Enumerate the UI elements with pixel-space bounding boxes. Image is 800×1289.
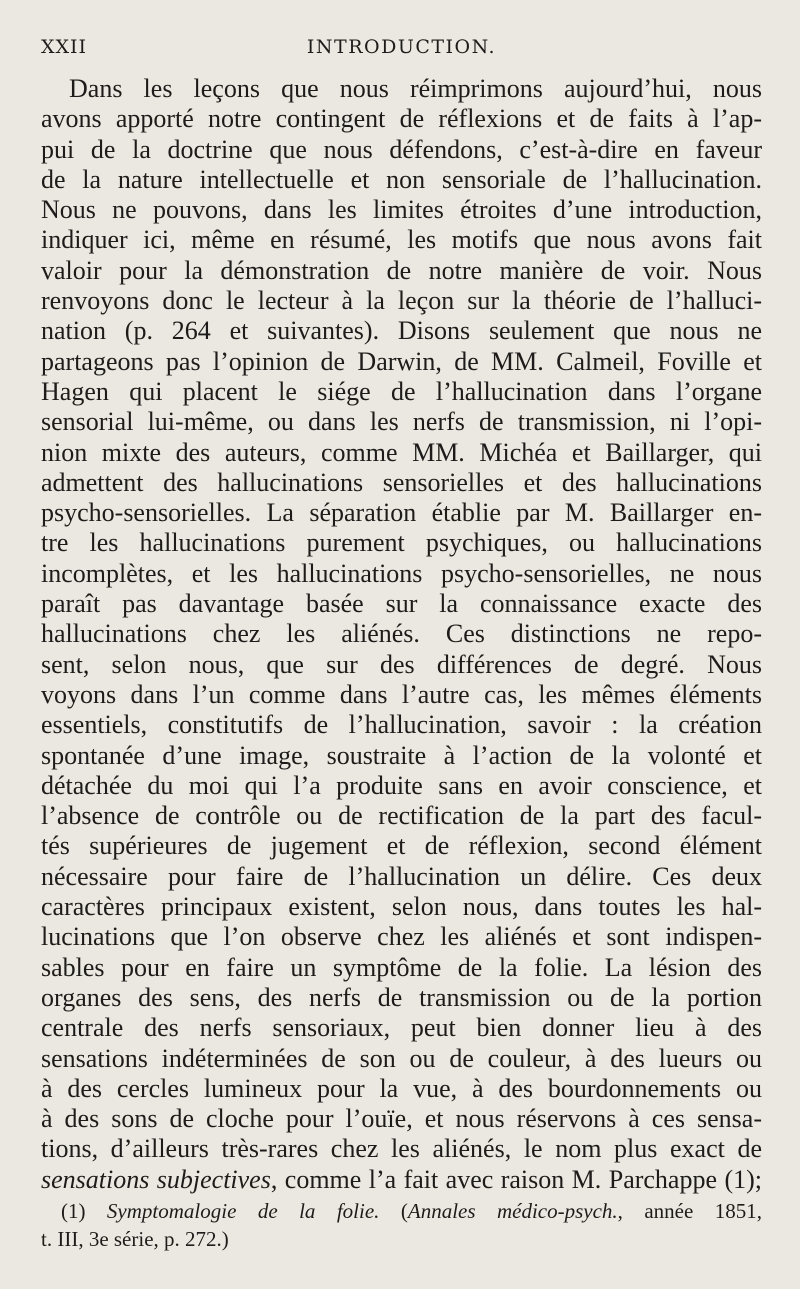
page-number: XXII: [41, 36, 88, 58]
text-line: valoir pour la démonstration de notre manière de voir. Nous: [41, 255, 762, 285]
text-line: caractères principaux existent, selon nous, dans toutes les hal-: [41, 892, 762, 922]
running-title: INTRODUCTION.: [306, 36, 497, 58]
running-head: [41, 36, 762, 62]
text-line: renvoyons donc le lecteur à la leçon sur la théorie de l’halluci-: [41, 286, 762, 316]
text-line: avons apporté notre contingent de réflexions et de faits à l’ap-: [41, 104, 762, 134]
text-line: psycho-sensorielles. La séparation établie par M. Baillarger en-: [41, 498, 762, 528]
text-line: Hagen qui placent le siége de l’hallucination dans l’organe: [41, 376, 762, 406]
text-line-final: [41, 1165, 762, 1195]
text-line: nation (p. 264 et suivantes). Disons seulement que nous ne: [41, 316, 762, 346]
text-line: lucinations que l’on observe chez les aliénés et sont indispen-: [41, 922, 762, 952]
footnote-open-paren: (: [379, 1199, 408, 1223]
footnote-year: , année 1851,: [617, 1199, 762, 1223]
footnote-marker: (1): [61, 1199, 107, 1223]
text-line: Dans les leçons que nous réimprimons aujourd’hui, nous: [69, 74, 762, 103]
text-line: admettent des hallucinations sensorielles et des hallucinations: [41, 467, 762, 497]
text-line: tre les hallucinations purement psychiques, ou hallucinations: [41, 528, 762, 558]
footnote-line-1: [41, 1197, 762, 1225]
text-line: à des sons de cloche pour l’ouïe, et nous réservons à ces sensa-: [41, 1104, 762, 1134]
footnote: [41, 1197, 762, 1253]
text-line: tions, d’ailleurs très-rares chez les aliénés, le nom plus exact de: [41, 1134, 762, 1164]
text-line: sensorial lui-même, ou dans les nerfs de transmission, ni l’opi-: [41, 407, 762, 437]
text-line: de la nature intellectuelle et non sensoriale de l’hallucination.: [41, 164, 762, 194]
text-line: sensations indéterminées de son ou de couleur, à des lueurs ou: [41, 1043, 762, 1073]
text-line: à des cercles lumineux pour la vue, à des bourdonnements ou: [41, 1073, 762, 1103]
text-line: incomplètes, et les hallucinations psycho-sensorielles, ne nous: [41, 558, 762, 588]
text-line: voyons dans l’un comme dans l’autre cas, les mêmes éléments: [41, 679, 762, 709]
italic-term: sensations subjectives: [41, 1164, 271, 1194]
text-line: détachée du moi qui l’a produite sans en avoir conscience, et: [41, 770, 762, 800]
text-line: organes des sens, des nerfs de transmission ou de la portion: [41, 982, 762, 1012]
text-line: pui de la doctrine que nous défendons, c’est-à-dire en faveur: [41, 134, 762, 164]
text-line: partageons pas l’opinion de Darwin, de MM. Calmeil, Foville et: [41, 346, 762, 376]
text-line: spontanée d’une image, soustraite à l’action de la volonté et: [41, 740, 762, 770]
text-line: sent, selon nous, que sur des différences de degré. Nous: [41, 649, 762, 679]
text-line: indiquer ici, même en résumé, les motifs que nous avons fait: [41, 225, 762, 255]
text-line: tés supérieures de jugement et de réflexion, second élément: [41, 831, 762, 861]
text-line: hallucinations chez les aliénés. Ces distinctions ne repo-: [41, 619, 762, 649]
body-text: [41, 74, 762, 1195]
text-line: sables pour en faire un symptôme de la folie. La lésion des: [41, 952, 762, 982]
footnote-title: Symptomalogie de la folie.: [106, 1199, 380, 1223]
final-line-rest: , comme l’a fait avec raison M. Parchappe (1);: [270, 1164, 762, 1194]
text-line: l’absence de contrôle ou de rectification de la part des facul-: [41, 801, 762, 831]
footnote-journal: Annales médico-psych.: [407, 1199, 618, 1223]
text-line: nion mixte des auteurs, comme MM. Michéa et Baillarger, qui: [41, 437, 762, 467]
text-line: essentiels, constitutifs de l’hallucination, savoir : la création: [41, 710, 762, 740]
text-line: centrale des nerfs sensoriaux, peut bien donner lieu à des: [41, 1013, 762, 1043]
text-line: Nous ne pouvons, dans les limites étroites d’une introduction,: [41, 195, 762, 225]
text-line: paraît pas davantage basée sur la connaissance exacte des: [41, 589, 762, 619]
footnote-line-2: t. III, 3e série, p. 272.): [41, 1227, 229, 1251]
text-line: nécessaire pour faire de l’hallucination un délire. Ces deux: [41, 861, 762, 891]
